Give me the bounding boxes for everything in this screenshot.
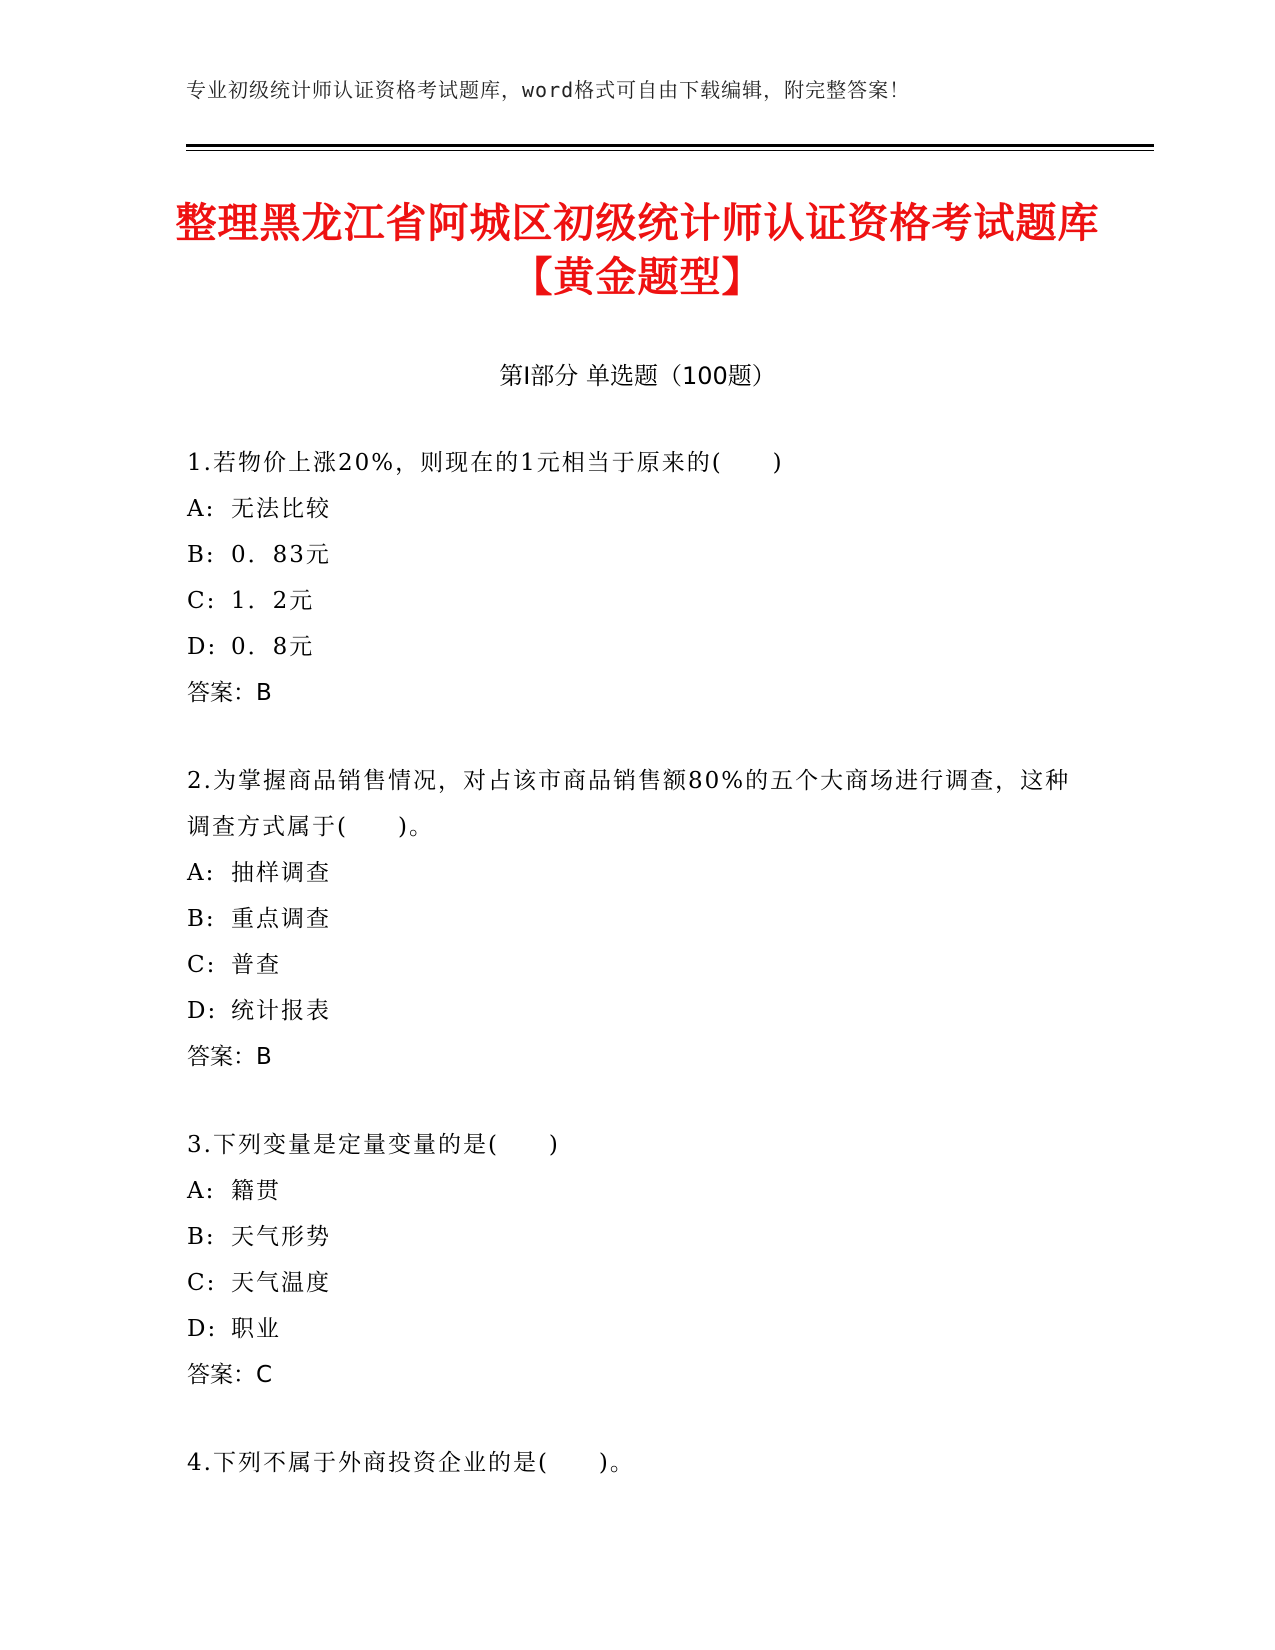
question-option	[187, 896, 1087, 942]
option-key: B:	[187, 906, 216, 932]
question-option	[187, 486, 1087, 532]
option-text: 0．8元	[231, 634, 315, 660]
option-text: 统计报表	[231, 998, 331, 1024]
question-option	[187, 1214, 1087, 1260]
header-note: 专业初级统计师认证资格考试题库，word格式可自由下载编辑，附完整答案！	[186, 78, 911, 102]
question-option	[187, 624, 1087, 670]
question-item	[187, 440, 1087, 716]
option-text: 抽样调查	[231, 860, 331, 886]
option-text: 普查	[231, 952, 281, 978]
option-key: B:	[187, 1224, 216, 1250]
option-text: 天气形势	[231, 1224, 331, 1250]
question-list	[187, 440, 1087, 1528]
option-key: A:	[187, 496, 216, 522]
question-option	[187, 532, 1087, 578]
question-option	[187, 1306, 1087, 1352]
question-stem: 2.为掌握商品销售情况，对占该市商品销售额80%的五个大商场进行调查，这种调查方式属于( )。	[187, 768, 1071, 840]
question-answer: 答案：B	[187, 680, 272, 706]
option-text: 无法比较	[231, 496, 331, 522]
question-stem: 3.下列变量是定量变量的是( )	[187, 1132, 560, 1158]
header-rule-thin	[186, 150, 1154, 151]
option-key: A:	[187, 860, 216, 886]
question-answer: 答案：B	[187, 1044, 272, 1070]
question-option	[187, 1260, 1087, 1306]
option-key: C:	[187, 952, 217, 978]
question-stem: 4.下列不属于外商投资企业的是( )。	[187, 1450, 635, 1476]
question-option	[187, 578, 1087, 624]
option-key: C:	[187, 588, 217, 614]
option-key: C:	[187, 1270, 217, 1296]
header-rule-thick	[186, 144, 1154, 147]
option-text: 天气温度	[231, 1270, 331, 1296]
question-stem: 1.若物价上涨20%，则现在的1元相当于原来的( )	[187, 450, 784, 476]
question-item	[187, 1122, 1087, 1398]
option-text: 职业	[231, 1316, 281, 1342]
option-key: D:	[187, 998, 218, 1024]
option-text: 0．83元	[231, 542, 331, 568]
document-title: 整理黑龙江省阿城区初级统计师认证资格考试题库【黄金题型】	[175, 199, 1100, 301]
option-text: 1．2元	[231, 588, 315, 614]
question-answer: 答案：C	[187, 1362, 273, 1388]
question-option	[187, 850, 1087, 896]
question-option	[187, 988, 1087, 1034]
option-key: B:	[187, 542, 216, 568]
option-text: 重点调查	[231, 906, 331, 932]
option-key: D:	[187, 1316, 218, 1342]
question-item	[187, 1440, 1087, 1486]
option-key: D:	[187, 634, 218, 660]
section-title: 第Ⅰ部分 单选题（100题）	[499, 362, 776, 390]
option-text: 籍贯	[231, 1178, 281, 1204]
option-key: A:	[187, 1178, 216, 1204]
question-option	[187, 1168, 1087, 1214]
question-option	[187, 942, 1087, 988]
question-item	[187, 758, 1087, 1080]
